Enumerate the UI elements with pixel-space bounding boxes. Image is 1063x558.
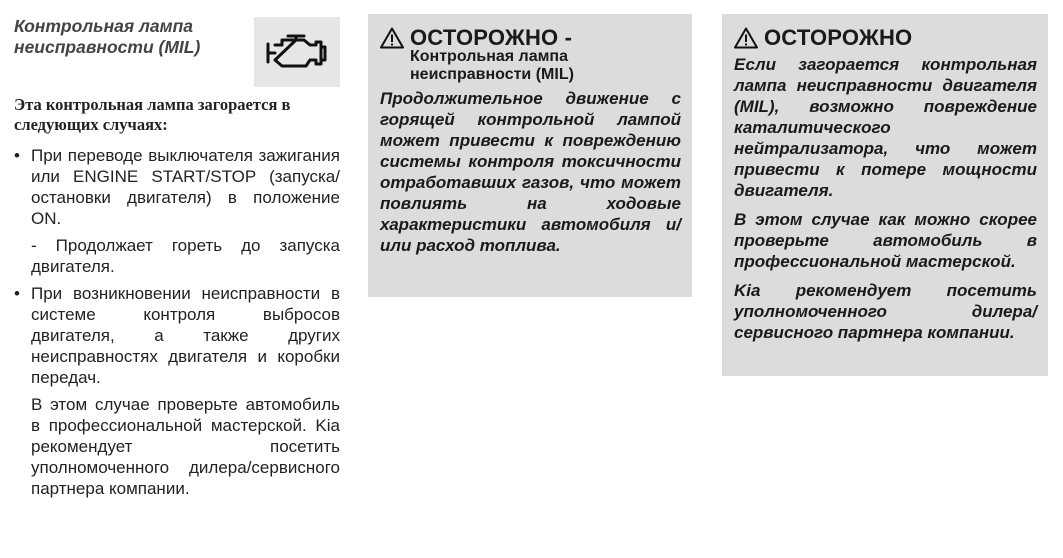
mil-section	[14, 10, 340, 505]
mil-title: Контрольная лампа неисправности (MIL)	[14, 16, 201, 57]
warning-box-mil	[368, 14, 692, 297]
warning-subtitle: Контрольная лампа неисправности (MIL)	[410, 48, 574, 83]
warning-header	[380, 26, 681, 50]
condition-note: - Продолжает гореть до запуска двигателя.	[31, 236, 340, 276]
warning-text: Если загорается контрольная лампа неисправности двигателя (MIL), возможно повреждение каталитического нейтрализатора, что может привести к потере мощности двигателя.	[734, 55, 1037, 200]
warning-text: Kia рекомендует посетить уполномоченного дилера/сервисного партнера компании.	[734, 281, 1037, 342]
condition-advice: В этом случае проверьте автомобиль в профессиональной мастерской. Kia рекомендует посетить уполномоченного дилера/сервисного партнера компании.	[31, 395, 340, 498]
condition-text: При переводе выключателя зажигания или ENGINE START/STOP (запуска/остановки двигателя) в положение ON.	[31, 146, 340, 228]
intro-text: Эта контрольная лампа загорается в следующих случаях:	[14, 95, 291, 134]
warning-triangle-icon	[734, 27, 758, 49]
warning-text: Продолжительное движение с горящей контрольной лампой может привести к повреждению системы контроля токсичности отработавших газов, что может повлиять на ходовые характеристики автомобиля и/или расход топлива.	[380, 89, 681, 255]
engine-check-icon	[266, 32, 328, 72]
mil-icon-box	[254, 17, 340, 87]
conditions-list	[14, 145, 340, 499]
mil-header	[14, 10, 340, 80]
bullet-mark: •	[14, 284, 20, 303]
warning-header	[734, 26, 1037, 50]
warning-box-catalyst	[722, 14, 1048, 376]
bullet-mark: •	[14, 146, 20, 165]
list-item	[14, 283, 340, 499]
warning-title: ОСТОРОЖНО -	[410, 25, 573, 50]
warning-text: В этом случае как можно скорее проверьте автомобиль в профессиональной мастерской.	[734, 210, 1037, 271]
warning-title: ОСТОРОЖНО	[764, 25, 913, 50]
warning-triangle-icon	[380, 27, 404, 49]
condition-text: При возникновении неисправности в системе контроля выбросов двигателя, а также других неисправностях двигателя и коробки передач.	[31, 284, 340, 387]
list-item	[14, 145, 340, 277]
